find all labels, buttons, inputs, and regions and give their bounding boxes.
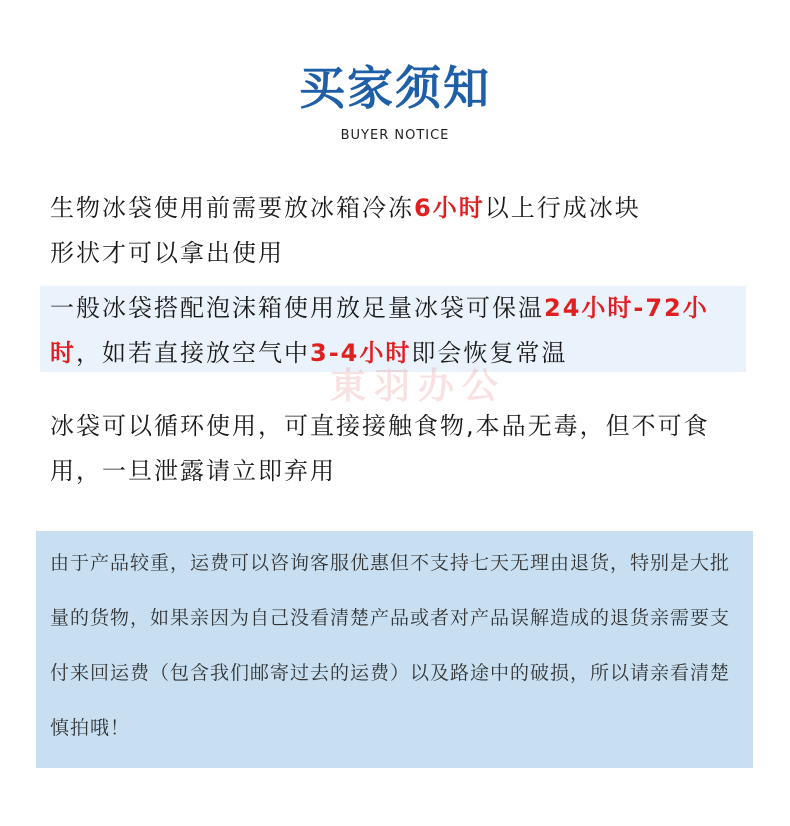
page-subtitle: BUYER NOTICE [340,128,450,143]
watermark-logo: 東羽办公 [330,365,507,407]
freeze-text-line2: 形状才可以拿出使用 [50,239,284,267]
room-temp-hours-highlight: 3-4小时 [310,339,412,367]
page-title: 买家须知 [299,61,491,115]
shipping-notice-text: 由于产品较重，运费可以咨询客服优惠但不支持七天无理由退货，特别是大批量的货物，如果亲因为自己没看清楚产品或者对产品误解造成的退货亲需要支付来回运费（包含我们邮寄过去的运费）以及路途中的破损，所以请亲看清楚慎拍哦！ [50,552,731,739]
freeze-instruction [50,186,750,276]
freeze-hours-highlight: 6小时 [414,194,485,222]
reuse-info: 冰袋可以循环使用，可直接接触食物,本品无毒，但不可食用，一旦泄露请立即弃用 [50,412,710,485]
insulation-text-b: ，如若直接放空气中 [76,339,310,367]
insulation-text-c: 即会恢复常温 [411,339,568,367]
freeze-text-a: 生物冰袋使用前需要放冰箱冷冻 [50,194,414,222]
freeze-text-b: 以上行成冰块 [484,194,641,222]
insulation-hours-highlight: 24小时-72小时 [50,294,709,367]
insulation-text-a: 一般冰袋搭配泡沫箱使用放足量冰袋可保温 [50,294,544,322]
